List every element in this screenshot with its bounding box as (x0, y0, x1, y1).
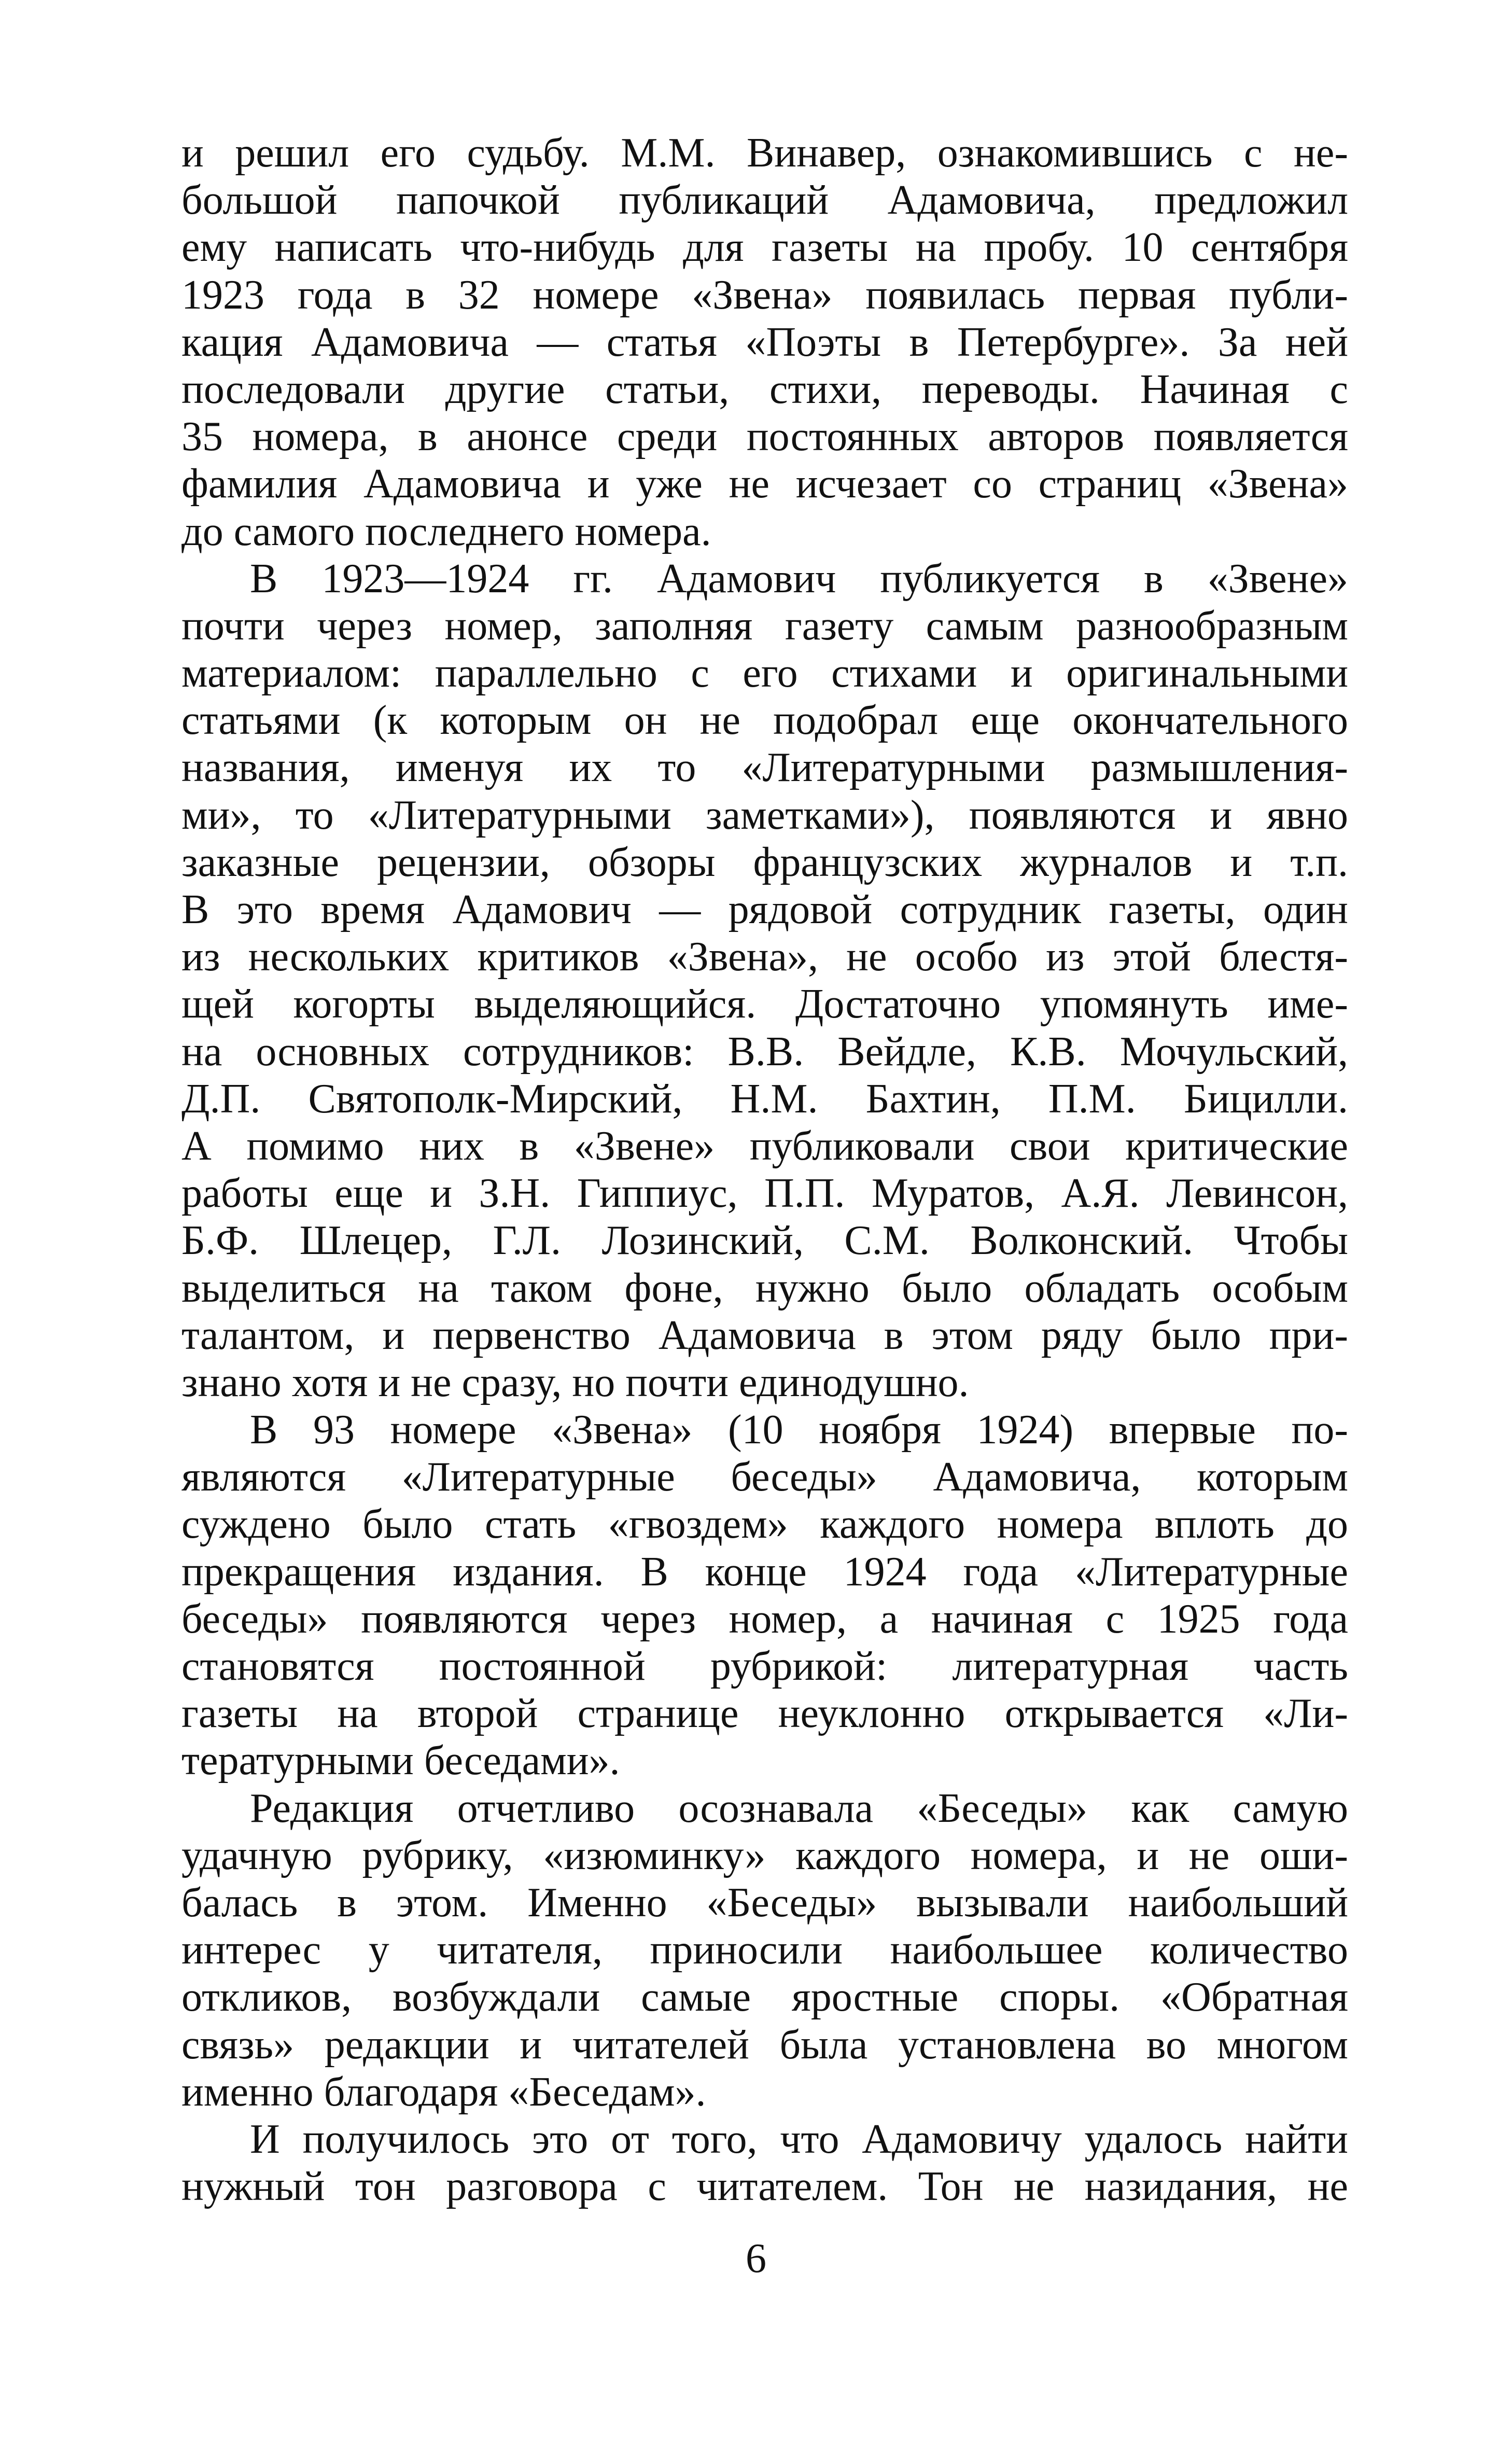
text-line: удачную рубрику, «изюминку» каждого номера, и не оши- (181, 1832, 1348, 1878)
text-line: и решил его судьбу. М.М. Винавер, ознакомившись с не- (181, 130, 1348, 176)
text-line: суждено было стать «гвоздем» каждого номера вплоть до (181, 1501, 1348, 1548)
text-line: статьями (к которым он не подобрал еще окончательного (181, 698, 1348, 744)
text-line: В 1923—1924 гг. Адамович публикуется в «Звене» (250, 555, 1348, 602)
text-line: интерес у читателя, приносили наибольшее количество (181, 1927, 1348, 1973)
text-line: В это время Адамович — рядовой сотрудник газеты, один (181, 887, 1348, 932)
paragraph-5 (181, 2116, 1348, 2210)
text-line: А помимо них в «Звене» публиковали свои критические (181, 1123, 1348, 1169)
text-line: знано хотя и не сразу, но почти единодушно. (181, 1359, 969, 1405)
text-line: прекращения издания. В конце 1924 года «Литературные (181, 1549, 1348, 1595)
text-line: ему написать что-нибудь для газеты на пробу. 10 сентября (181, 225, 1348, 271)
paragraph-3 (181, 1406, 1348, 1785)
text-line: на основных сотрудников: В.В. Вейдле, К.В. Мочульский, (181, 1028, 1348, 1075)
text-line: до самого последнего номера. (181, 508, 711, 554)
text-line: И получилось это от того, что Адамовичу удалось найти (250, 2116, 1348, 2162)
text-line: щей когорты выделяющийся. Достаточно упомянуть име- (181, 981, 1348, 1027)
text-line: ми», то «Литературными заметками»), появляются и явно (181, 792, 1348, 838)
paragraph-1 (181, 130, 1348, 555)
text-line: работы еще и З.Н. Гиппиус, П.П. Муратов, А.Я. Левинсон, (181, 1171, 1348, 1217)
text-line: Редакция отчетливо осознавала «Беседы» как самую (250, 1785, 1348, 1831)
text-line: являются «Литературные беседы» Адамовича, которым (181, 1454, 1348, 1500)
text-line: откликов, возбуждали самые яростные споры. «Обратная (181, 1974, 1348, 2021)
text-line: большой папочкой публикаций Адамовича, предложил (181, 177, 1348, 224)
text-line: беседы» появляются через номер, а начиная с 1925 года (181, 1596, 1348, 1642)
text-line: заказные рецензии, обзоры французских журналов и т.п. (181, 839, 1348, 885)
text-line: последовали другие статьи, стихи, переводы. Начиная с (181, 366, 1348, 412)
text-line: именно благодаря «Беседам». (181, 2069, 706, 2115)
text-line: балась в этом. Именно «Беседы» вызывали наибольший (181, 1879, 1348, 1926)
text-line: из нескольких критиков «Звена», не особо из этой блестя- (181, 934, 1348, 980)
text-line: Д.П. Святополк-Мирский, Н.М. Бахтин, П.М. Бицилли. (181, 1076, 1348, 1122)
text-line: фамилия Адамовича и уже не исчезает со страниц «Звена» (181, 461, 1348, 507)
text-line: 35 номера, в анонсе среди постоянных авторов появляется (181, 414, 1348, 460)
text-line: связь» редакции и читателей была установлена во многом (181, 2022, 1348, 2068)
page-number: 6 (746, 2236, 766, 2281)
paragraph-2 (181, 555, 1348, 1406)
text-line: талантом, и первенство Адамовича в этом ряду было при- (181, 1312, 1348, 1358)
text-line: Б.Ф. Шлецер, Г.Л. Лозинский, С.М. Волконский. Чтобы (181, 1218, 1348, 1264)
text-line: нужный тон разговора с читателем. Тон не назидания, не (181, 2164, 1348, 2210)
text-line: кация Адамовича — статья «Поэты в Петербурге». За ней (181, 319, 1348, 365)
text-line: названия, именуя их то «Литературными размышления- (181, 745, 1348, 791)
body-text (181, 130, 1348, 2210)
text-line: материалом: параллельно с его стихами и оригинальными (181, 650, 1348, 696)
paragraph-4 (181, 1785, 1348, 2116)
text-line: почти через номер, заполняя газету самым разнообразным (181, 603, 1348, 649)
text-line: тературными беседами». (181, 1738, 620, 1784)
text-line: выделиться на таком фоне, нужно было обладать особым (181, 1265, 1348, 1311)
text-line: становятся постоянной рубрикой: литературная часть (181, 1643, 1348, 1689)
text-line: 1923 года в 32 номере «Звена» появилась первая публи- (181, 272, 1348, 318)
text-line: газеты на второй странице неуклонно открывается «Ли- (181, 1691, 1348, 1737)
text-line: В 93 номере «Звена» (10 ноября 1924) впервые по- (250, 1407, 1348, 1453)
